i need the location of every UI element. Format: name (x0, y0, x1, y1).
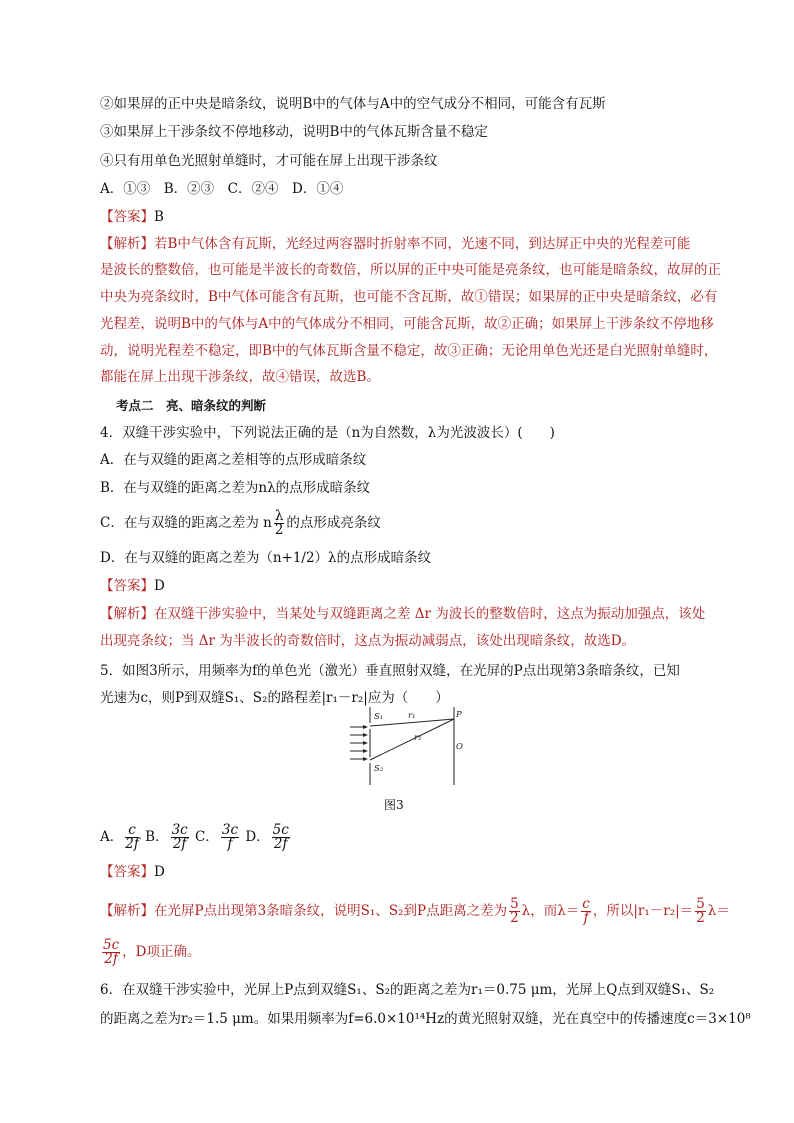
fraction: $\frac{5}{2}$ (510, 896, 519, 926)
fraction: $\frac{3c}{2f}$ (171, 822, 188, 852)
q5-answer (100, 863, 165, 881)
q5-choices: A． $\frac{c}{2f}$ B． $\frac{3c}{2f}$ C． $\frac{3c}{f}$ D． $\frac{5c}{2f}$ (100, 822, 289, 852)
q3-choices: A．①③ B．②③ C．②④ D．①④ (100, 181, 344, 197)
q3-analysis-line-1: 【解析】若B中气体含有瓦斯，光经过两容器时折射率不同，光速不同，到达屏正中央的光程差可能 (100, 236, 691, 252)
q4-option-b: B．在与双缝的距离之差为nλ的点形成暗条纹 (100, 480, 371, 496)
q5-analysis-line-2: $\frac{5c}{2f}$ ，D项正确。 (103, 937, 201, 967)
q3-analysis-line-3: 中央为亮条纹时，B中气体可能含有瓦斯，也可能不含瓦斯，故①错误；如果屏的正中央是暗条纹，必有 (100, 289, 718, 305)
label-r1: r₁ (408, 711, 416, 721)
q3-answer (100, 208, 164, 226)
label-s1: S₁ (374, 712, 384, 722)
analysis-label: 【解析】 (100, 606, 154, 622)
analysis-label: 【解析】 (100, 236, 154, 252)
q3-option-3: ③如果屏上干涉条纹不停地移动，说明B中的气体瓦斯含量不稳定 (100, 124, 488, 140)
q3-analysis-line-2: 是波长的整数倍，也可能是半波长的奇数倍，所以屏的正中央可能是亮条纹，也可能是暗条纹，故屏的正 (100, 262, 721, 278)
q3-option-2: ②如果屏的正中央是暗条纹，说明B中的气体与A中的空气成分不相同，可能含有瓦斯 (100, 96, 606, 112)
q4-stem: 4．双缝干涉实验中，下列说法正确的是（n为自然数，λ为光波波长）( ) (100, 425, 555, 441)
label-r2: r₂ (414, 733, 422, 743)
answer-label: 【答案】 (100, 864, 154, 880)
q5-stem-line-1: 5．如图3所示，用频率为f的单色光（激光）垂直照射双缝，在光屏的P点出现第3条暗条纹，已知 (100, 663, 680, 679)
answer-label: 【答案】 (100, 578, 154, 594)
fraction: $\frac{5c}{2f}$ (272, 822, 289, 852)
q3-option-4: ④只有用单色光照射单缝时，才可能在屏上出现干涉条纹 (100, 153, 438, 169)
answer-value: D (154, 578, 165, 594)
q4-answer (100, 577, 165, 595)
q4-analysis-line-2: 出现亮条纹；当 Δr 为半波长的奇数倍时，这点为振动减弱点，该处出现暗条纹，故选D。 (100, 633, 636, 649)
label-p: P (456, 710, 462, 720)
fraction: $\frac{3c}{f}$ (221, 822, 239, 852)
fraction: $\frac{\lambda}{2}$ (274, 508, 284, 538)
answer-label: 【答案】 (100, 209, 154, 225)
q3-analysis-line-5: 动，说明光程差不稳定，即B中的气体瓦斯含量不稳定，故③正确；无论用单色光还是白光照射单缝时， (100, 343, 718, 359)
answer-value: B (154, 209, 164, 225)
q3-analysis-line-6: 都能在屏上出现干涉条纹，故④错误，故选B。 (100, 369, 380, 385)
section-title: 考点二 亮、暗条纹的判断 (116, 398, 267, 413)
answer-value: D (154, 864, 165, 880)
fraction: $\frac{c}{2f}$ (125, 822, 139, 852)
q6-line-2: 的距离之差为r₂＝1.5 μm。如果用频率为f=6.0×10¹⁴Hz的黄光照射双缝，光在真空中的传播速度c＝3×10⁸ (100, 1011, 751, 1027)
q4-analysis-line-1: 【解析】在双缝干涉实验中，当某处与双缝距离之差 Δr 为波长的整数倍时，这点为振动加强点，该处 (100, 606, 706, 622)
q5-analysis-line-1: 【解析】在光屏P点出现第3条暗条纹，说明S₁、S₂到P点距离之差为 $\frac{5}{2}$ λ，而λ＝ $\frac{c}{f}$ ，所以|r₁－r₂|＝ $\frac{5}{2}$ λ＝ (100, 896, 730, 926)
q5-stem-line-2: 光速为c，则P到双缝S₁、S₂的路程差|r₁－r₂|应为（ ） (100, 690, 449, 706)
figure-caption: 图3 (384, 798, 404, 812)
q3-analysis-line-4: 光程差，说明B中的气体与A中的气体成分不相同，可能含瓦斯，故②正确；如果屏上干涉条纹不停地移 (100, 316, 714, 332)
double-slit-figure (348, 705, 463, 790)
analysis-label: 【解析】 (100, 903, 154, 919)
fraction: $\frac{5c}{2f}$ (103, 937, 120, 967)
label-o: O (456, 742, 463, 752)
q4-option-d: D．在与双缝的距离之差为（n+1/2）λ的点形成暗条纹 (100, 550, 432, 566)
fraction: $\frac{c}{f}$ (582, 896, 590, 926)
label-s2: S₂ (374, 764, 384, 774)
q6-line-1: 6．在双缝干涉实验中，光屏上P点到双缝S₁、S₂的距离之差为r₁＝0.75 μm，光屏上Q点到双缝S₁、S₂ (100, 982, 715, 998)
fraction: $\frac{5}{2}$ (696, 896, 705, 926)
q4-option-a: A．在与双缝的距离之差相等的点形成暗条纹 (100, 452, 367, 468)
q4-option-c: C．在与双缝的距离之差为 n $\frac{\lambda}{2}$ 的点形成亮条纹 (100, 508, 381, 538)
